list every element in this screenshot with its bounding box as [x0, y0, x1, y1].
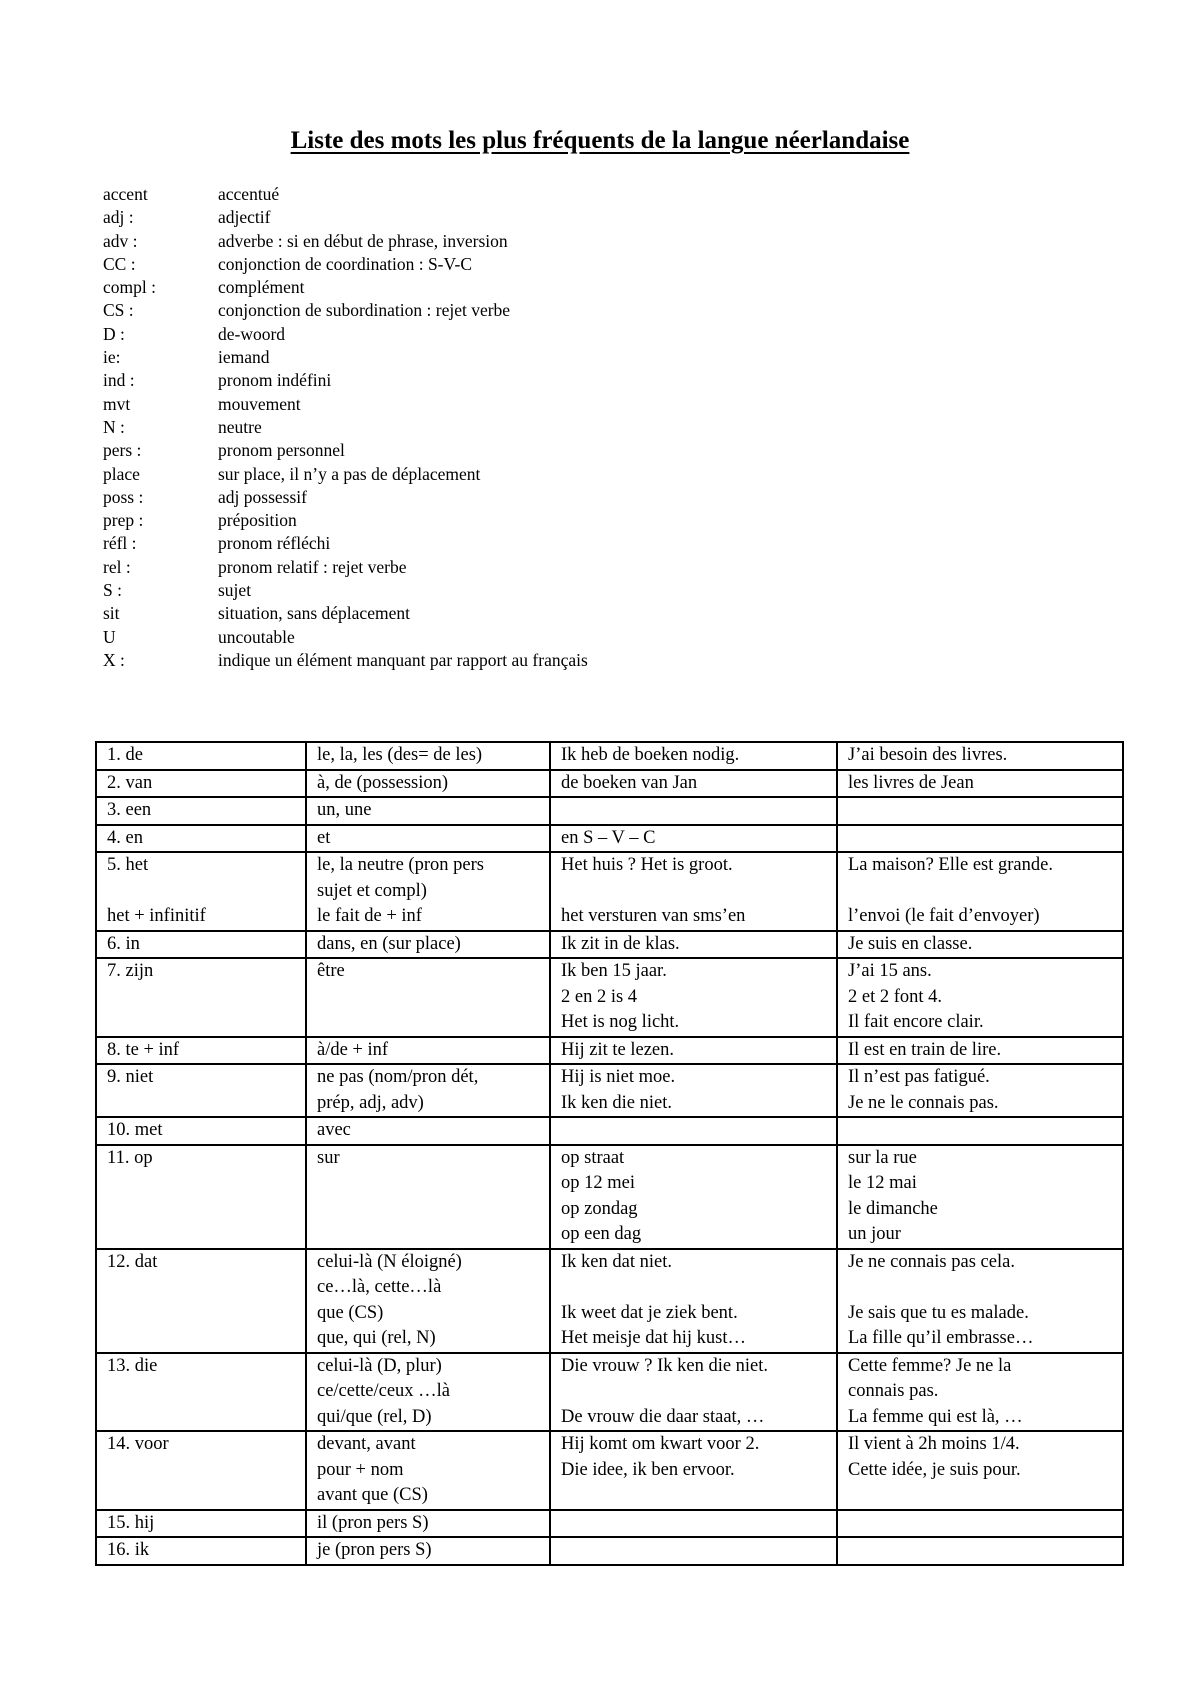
cell-line: sur [317, 1147, 340, 1168]
cell-line: J’ai 15 ans. [848, 961, 932, 981]
meaning-cell [306, 797, 550, 825]
cell-line: ce…là, cette…là [317, 1277, 442, 1297]
legend-meaning: accentué [218, 184, 280, 204]
meaning-cell [306, 742, 550, 770]
cell-line: Je sais que tu es malade. [848, 1302, 1029, 1323]
cell-line: 2 en 2 is 4 [561, 986, 638, 1007]
cell-line: les livres de Jean [848, 772, 974, 793]
legend-abbreviation: rel : [103, 556, 131, 577]
legend-meaning: mouvement [218, 393, 301, 414]
meaning-cell [306, 770, 550, 798]
word-frequency-table [95, 741, 1124, 1566]
cell-line: Het huis ? Het is groot. [561, 855, 733, 875]
cell-line: le 12 mai [848, 1173, 917, 1193]
cell-line: ne pas (nom/pron dét, [317, 1067, 479, 1087]
legend-meaning: conjonction de coordination : S-V-C [218, 253, 473, 274]
cell-line: dans, en (sur place) [317, 933, 461, 954]
cell-line: La maison? Elle est grande. [848, 855, 1053, 875]
legend-row [103, 486, 588, 509]
meaning-cell [306, 1145, 550, 1249]
cell-line: Cette idée, je suis pour. [848, 1459, 1021, 1480]
table-row [96, 742, 1123, 770]
cell-line: J’ai besoin des livres. [848, 745, 1008, 765]
cell-line: 2 et 2 font 4. [848, 986, 943, 1007]
cell-line: Je suis en classe. [848, 933, 973, 954]
table-row [96, 1537, 1123, 1565]
legend-row [103, 253, 588, 276]
meaning-cell [306, 1353, 550, 1432]
cell-line: prép, adj, adv) [317, 1092, 424, 1113]
table-row [96, 797, 1123, 825]
cell-line: Die idee, ik ben ervoor. [561, 1459, 735, 1480]
cell-line: op straat [561, 1147, 625, 1168]
legend-meaning: de-woord [218, 323, 286, 344]
cell-line: Cette femme? Je ne la [848, 1355, 1012, 1376]
cell-line: ce/cette/ceux …là [317, 1381, 451, 1401]
word-cell [96, 852, 306, 931]
cell-line [561, 1511, 828, 1537]
french-example-cell [837, 797, 1123, 825]
legend-abbreviation: X : [103, 649, 125, 670]
cell-line [848, 1538, 1114, 1564]
french-example-cell [837, 1145, 1123, 1249]
cell-line: 6. in [107, 933, 140, 954]
legend-abbreviation: pers : [103, 440, 142, 461]
cell-line: celui-là (D, plur) [317, 1355, 442, 1376]
dutch-example-cell [550, 1249, 837, 1353]
legend-row [103, 649, 588, 672]
cell-line: Het is nog licht. [561, 1012, 680, 1032]
cell-line: en S – V – C [561, 827, 656, 848]
cell-line: Ik weet dat je ziek bent. [561, 1302, 738, 1323]
table-row [96, 1353, 1123, 1432]
cell-line: le, la, les (des= de les) [317, 745, 483, 765]
word-cell [96, 1037, 306, 1065]
french-example-cell [837, 1064, 1123, 1117]
cell-line: La fille qu’il embrasse… [848, 1328, 1034, 1348]
table-row [96, 852, 1123, 931]
cell-line: het versturen van sms’en [561, 906, 746, 926]
french-example-cell [837, 1537, 1123, 1565]
cell-line: Je ne connais pas cela. [848, 1251, 1015, 1272]
cell-line [848, 798, 1114, 824]
dutch-example-cell [550, 1537, 837, 1565]
word-cell [96, 1431, 306, 1510]
cell-line: celui-là (N éloigné) [317, 1251, 462, 1272]
legend-abbreviation: S : [103, 580, 122, 601]
table-row [96, 1249, 1123, 1353]
legend-row [103, 416, 588, 439]
legend-abbreviation: N : [103, 416, 125, 437]
cell-line: 13. die [107, 1355, 158, 1376]
cell-line: Il vient à 2h moins 1/4. [848, 1434, 1020, 1454]
cell-line [848, 826, 1114, 852]
legend-meaning: neutre [218, 416, 262, 437]
table-row [96, 931, 1123, 959]
meaning-cell [306, 1249, 550, 1353]
legend-meaning: pronom personnel [218, 440, 345, 461]
legend-abbreviation: prep : [103, 510, 144, 531]
french-example-cell [837, 742, 1123, 770]
cell-line: Il est en train de lire. [848, 1039, 1002, 1060]
legend-abbreviation: ie: [103, 347, 121, 368]
cell-line: je (pron pers S) [317, 1540, 432, 1560]
dutch-example-cell [550, 1353, 837, 1432]
cell-line: sujet et compl) [317, 880, 427, 901]
cell-line: op een dag [561, 1224, 642, 1244]
word-cell [96, 1537, 306, 1565]
cell-line: et [317, 827, 331, 848]
cell-line: Ik heb de boeken nodig. [561, 745, 740, 765]
legend-abbreviation: poss : [103, 486, 144, 507]
dutch-example-cell [550, 1510, 837, 1538]
table-row [96, 1064, 1123, 1117]
meaning-cell [306, 1431, 550, 1510]
legend-row [103, 439, 588, 462]
cell-line [561, 1118, 828, 1144]
cell-line: 4. en [107, 827, 143, 848]
cell-line: Die vrouw ? Ik ken die niet. [561, 1355, 769, 1376]
legend-abbreviation: CS : [103, 300, 134, 321]
legend-row [103, 369, 588, 392]
meaning-cell [306, 1537, 550, 1565]
dutch-example-cell [550, 770, 837, 798]
cell-line: pour + nom [317, 1459, 404, 1480]
legend-row [103, 323, 588, 346]
cell-line: 15. hij [107, 1512, 155, 1533]
legend-row [103, 532, 588, 555]
cell-line [848, 1511, 1114, 1537]
cell-line: Ik ben 15 jaar. [561, 961, 667, 981]
french-example-cell [837, 1117, 1123, 1145]
cell-line: Hij is niet moe. [561, 1067, 676, 1087]
cell-line: un jour [848, 1224, 901, 1244]
cell-line: à, de (possession) [317, 772, 449, 793]
table-row [96, 825, 1123, 853]
dutch-example-cell [550, 931, 837, 959]
legend-row [103, 556, 588, 579]
legend-abbreviation: adj : [103, 207, 134, 228]
cell-line: 2. van [107, 772, 153, 793]
cell-line: 3. een [107, 800, 152, 820]
cell-line: 12. dat [107, 1251, 158, 1272]
cell-line [848, 1118, 1114, 1144]
cell-line: 5. het [107, 855, 149, 875]
legend-meaning: complément [218, 277, 305, 298]
legend-abbreviation: sit [103, 603, 120, 624]
cell-line: op zondag [561, 1198, 638, 1219]
dutch-example-cell [550, 1145, 837, 1249]
legend-meaning: pronom réfléchi [218, 533, 331, 554]
legend-row [103, 206, 588, 229]
french-example-cell [837, 1249, 1123, 1353]
legend-meaning: pronom relatif : rejet verbe [218, 556, 407, 577]
legend-abbreviation: mvt [103, 393, 131, 414]
legend-row [103, 276, 588, 299]
cell-line: qui/que (rel, D) [317, 1406, 432, 1427]
word-cell [96, 1145, 306, 1249]
legend-abbreviation: adv : [103, 230, 138, 251]
french-example-cell [837, 1037, 1123, 1065]
cell-line: le dimanche [848, 1198, 938, 1219]
cell-line: le fait de + inf [317, 906, 422, 926]
legend-meaning: sujet [218, 580, 252, 601]
meaning-cell [306, 1117, 550, 1145]
dutch-example-cell [550, 1037, 837, 1065]
legend-meaning: préposition [218, 510, 297, 531]
cell-line: de boeken van Jan [561, 772, 698, 793]
meaning-cell [306, 931, 550, 959]
word-table-body [96, 742, 1123, 1565]
cell-line: La femme qui est là, … [848, 1406, 1023, 1427]
legend-meaning: sur place, il n’y a pas de déplacement [218, 463, 481, 484]
table-row [96, 1037, 1123, 1065]
legend-abbreviation: ind : [103, 370, 135, 391]
legend-row [103, 626, 588, 649]
cell-line [561, 798, 828, 824]
cell-line: 1. de [107, 745, 143, 765]
word-cell [96, 797, 306, 825]
french-example-cell [837, 825, 1123, 853]
cell-line: Il n’est pas fatigué. [848, 1067, 990, 1087]
cell-line: devant, avant [317, 1434, 416, 1454]
legend-abbreviation: réfl : [103, 533, 137, 554]
legend-meaning: adjectif [218, 207, 271, 228]
cell-line: que (CS) [317, 1302, 384, 1323]
french-example-cell [837, 931, 1123, 959]
french-example-cell [837, 1431, 1123, 1510]
word-cell [96, 825, 306, 853]
legend-row [103, 183, 588, 206]
cell-line: avant que (CS) [317, 1485, 428, 1505]
table-row [96, 1117, 1123, 1145]
legend-meaning: conjonction de subordination : rejet verbe [218, 300, 511, 321]
french-example-cell [837, 770, 1123, 798]
cell-line: Het meisje dat hij kust… [561, 1328, 746, 1348]
meaning-cell [306, 852, 550, 931]
dutch-example-cell [550, 1117, 837, 1145]
meaning-cell [306, 1510, 550, 1538]
cell-line: 14. voor [107, 1434, 169, 1454]
cell-line: Hij zit te lezen. [561, 1039, 675, 1060]
legend-row [103, 463, 588, 486]
cell-line [561, 879, 828, 905]
dutch-example-cell [550, 797, 837, 825]
cell-line [561, 1538, 828, 1564]
legend-abbreviation: compl : [103, 277, 156, 298]
cell-line [848, 1275, 1114, 1301]
cell-line: être [317, 961, 345, 981]
cell-line: avec [317, 1120, 351, 1140]
legend-row [103, 230, 588, 253]
dutch-example-cell [550, 958, 837, 1037]
cell-line [561, 1275, 828, 1301]
dutch-example-cell [550, 825, 837, 853]
meaning-cell [306, 958, 550, 1037]
cell-line: Il fait encore clair. [848, 1012, 984, 1032]
legend-row [103, 299, 588, 322]
cell-line: Ik ken die niet. [561, 1092, 672, 1113]
cell-line: 16. ik [107, 1540, 150, 1560]
cell-line: op 12 mei [561, 1173, 635, 1193]
cell-line: un, une [317, 800, 372, 820]
abbreviation-legend [103, 183, 588, 672]
cell-line: que, qui (rel, N) [317, 1328, 436, 1348]
cell-line: Je ne le connais pas. [848, 1092, 999, 1113]
word-cell [96, 1353, 306, 1432]
dutch-example-cell [550, 1064, 837, 1117]
dutch-example-cell [550, 852, 837, 931]
legend-abbreviation: place [103, 463, 140, 484]
cell-line: Hij komt om kwart voor 2. [561, 1434, 760, 1454]
meaning-cell [306, 825, 550, 853]
meaning-cell [306, 1037, 550, 1065]
document-title: Liste des mots les plus fréquents de la langue néerlandaise [290, 127, 910, 154]
cell-line [107, 879, 297, 905]
cell-line: Ik ken dat niet. [561, 1251, 672, 1272]
word-cell [96, 1064, 306, 1117]
legend-abbreviation: CC : [103, 253, 136, 274]
table-row [96, 1145, 1123, 1249]
word-cell [96, 958, 306, 1037]
legend-row [103, 393, 588, 416]
word-cell [96, 931, 306, 959]
french-example-cell [837, 852, 1123, 931]
legend-meaning: pronom indéfini [218, 370, 332, 391]
cell-line: 10. met [107, 1120, 163, 1140]
table-row [96, 958, 1123, 1037]
french-example-cell [837, 1353, 1123, 1432]
legend-meaning: situation, sans déplacement [218, 603, 410, 624]
table-row [96, 1431, 1123, 1510]
cell-line: le, la neutre (pron pers [317, 855, 484, 875]
cell-line: 8. te + inf [107, 1039, 180, 1060]
dutch-example-cell [550, 1431, 837, 1510]
legend-meaning: adj possessif [218, 486, 307, 507]
word-cell [96, 1249, 306, 1353]
cell-line: 9. niet [107, 1067, 154, 1087]
cell-line: à/de + inf [317, 1039, 389, 1060]
legend-row [103, 579, 588, 602]
word-cell [96, 1510, 306, 1538]
cell-line: il (pron pers S) [317, 1512, 429, 1533]
cell-line: l’envoi (le fait d’envoyer) [848, 906, 1040, 926]
word-cell [96, 742, 306, 770]
legend-meaning: uncoutable [218, 626, 295, 647]
cell-line: het + infinitif [107, 906, 206, 926]
legend-row [103, 346, 588, 369]
cell-line [561, 1379, 828, 1405]
cell-line [848, 879, 1114, 905]
french-example-cell [837, 1510, 1123, 1538]
legend-row [103, 509, 588, 532]
table-row [96, 770, 1123, 798]
legend-meaning: indique un élément manquant par rapport au français [218, 649, 588, 670]
legend-abbreviation: D : [103, 323, 125, 344]
cell-line: De vrouw die daar staat, … [561, 1406, 765, 1427]
cell-line: connais pas. [848, 1381, 939, 1401]
legend-row [103, 602, 588, 625]
cell-line: 7. zijn [107, 961, 154, 981]
word-cell [96, 1117, 306, 1145]
word-cell [96, 770, 306, 798]
cell-line: sur la rue [848, 1147, 917, 1168]
meaning-cell [306, 1064, 550, 1117]
legend-meaning: iemand [218, 347, 270, 368]
table-row [96, 1510, 1123, 1538]
cell-line: 11. op [107, 1147, 153, 1168]
french-example-cell [837, 958, 1123, 1037]
legend-meaning: adverbe : si en début de phrase, inversion [218, 230, 508, 251]
legend-abbreviation: accent [103, 184, 148, 204]
cell-line: Ik zit in de klas. [561, 933, 680, 954]
legend-abbreviation: U [103, 626, 116, 647]
dutch-example-cell [550, 742, 837, 770]
